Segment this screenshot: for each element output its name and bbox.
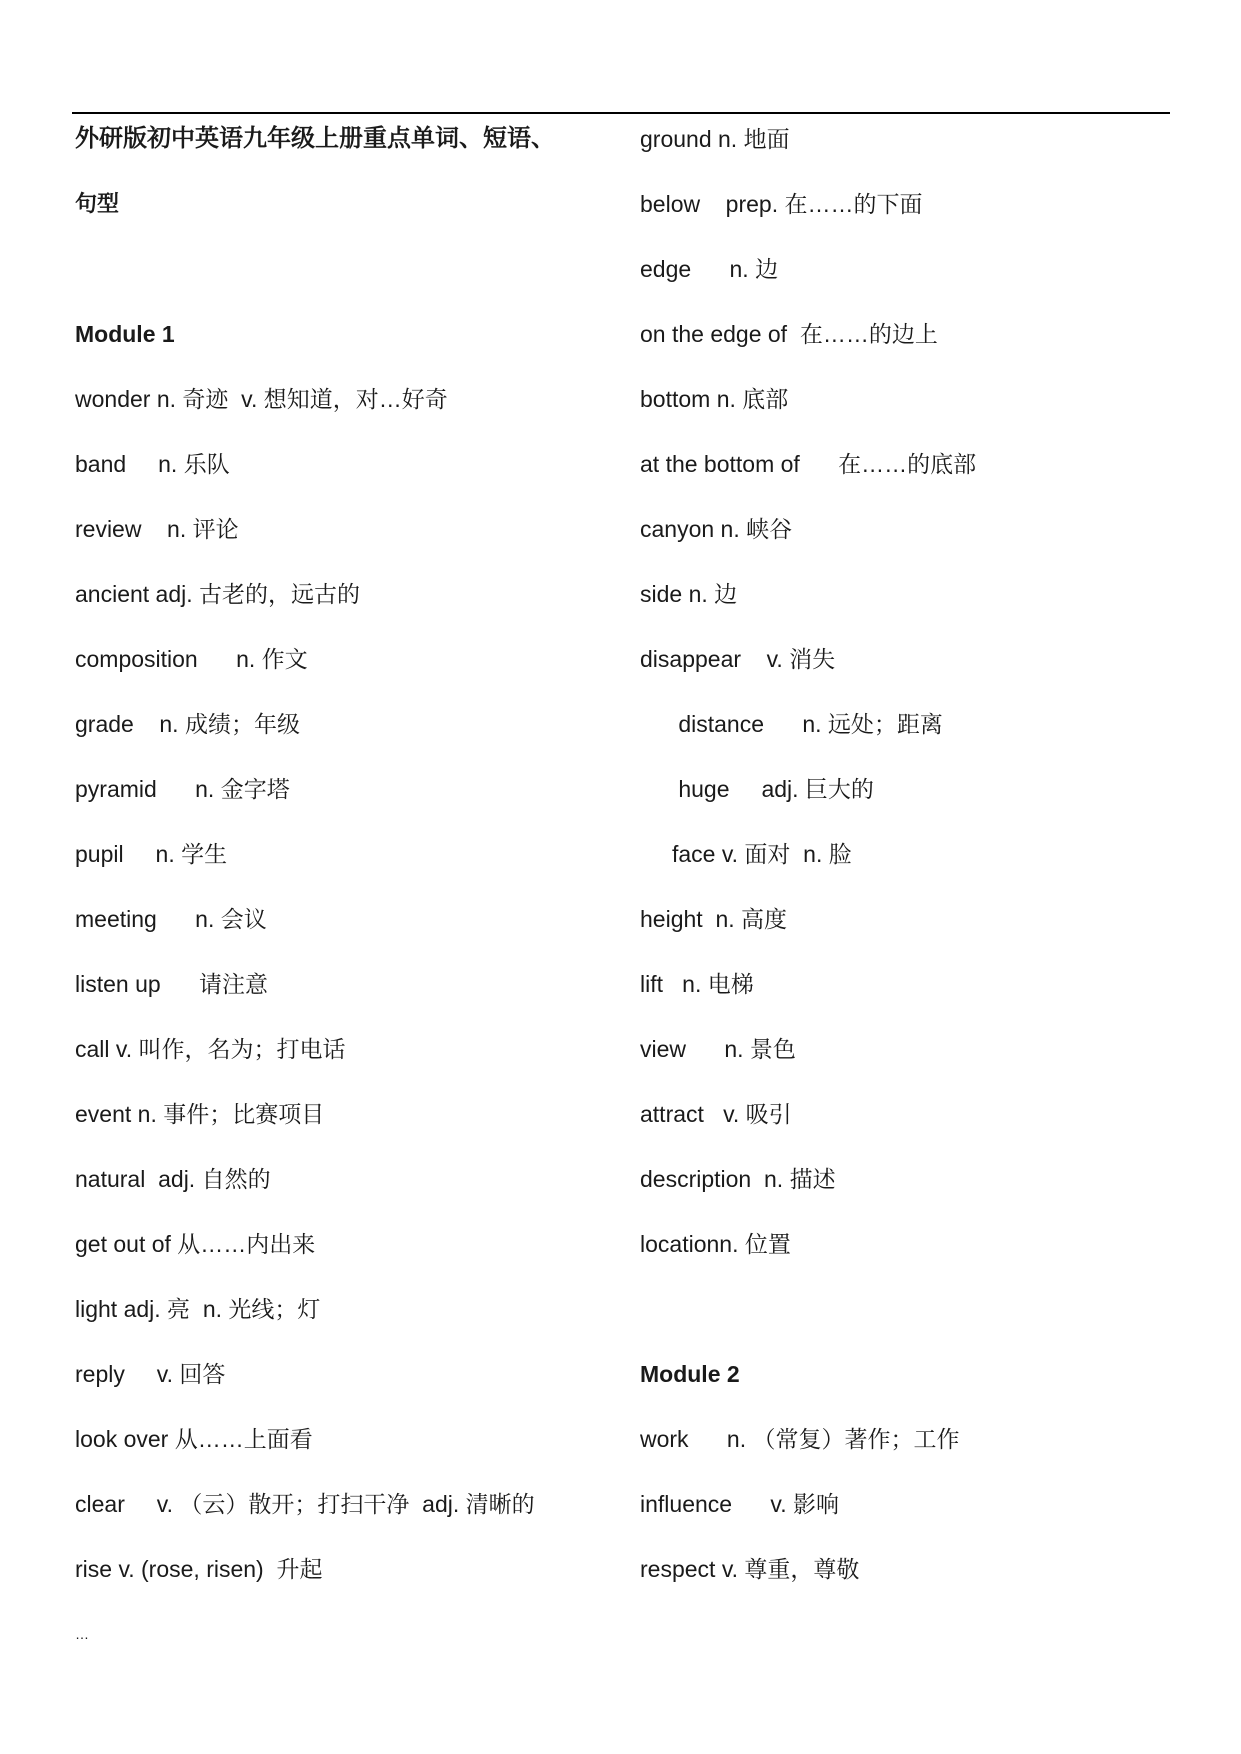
- vocab-entry: pupil n. 学生: [75, 841, 228, 867]
- vocab-entry: at the bottom of 在……的底部: [640, 451, 977, 477]
- vocab-entry: attract v. 吸引: [640, 1101, 792, 1127]
- right-column: [640, 122, 1200, 1617]
- vocab-entry: listen up 请注意: [75, 971, 269, 997]
- spacer: [640, 1292, 1200, 1357]
- vocab-entry: influence v. 影响: [640, 1491, 839, 1517]
- vocab-entry: clear v. （云）散开；打扫干净 adj. 清晰的: [75, 1491, 535, 1517]
- vocab-entry: side n. 边: [640, 581, 738, 607]
- vocab-entry: canyon n. 峡谷: [640, 516, 793, 542]
- vocab-entry: review n. 评论: [75, 516, 239, 542]
- vocab-entry: get out of 从……内出来: [75, 1231, 316, 1257]
- vocab-entry: distance n. 远处；距离: [640, 711, 943, 737]
- vocab-entry: natural adj. 自然的: [75, 1166, 271, 1192]
- vocab-entry: look over 从……上面看: [75, 1426, 313, 1452]
- vocab-entry: edge n. 边: [640, 256, 779, 282]
- document-title-line1: 外研版初中英语九年级上册重点单词、短语、: [75, 125, 555, 152]
- vocab-entry: event n. 事件；比赛项目: [75, 1101, 325, 1127]
- vocab-entry: pyramid n. 金字塔: [75, 776, 290, 802]
- vocab-entry: huge adj. 巨大的: [640, 776, 874, 802]
- vocab-entry: rise v. (rose, risen) 升起: [75, 1556, 323, 1582]
- continuation-ellipsis: …: [75, 1626, 89, 1642]
- vocab-entry: face v. 面对 n. 脸: [640, 841, 852, 867]
- vocab-entry: height n. 高度: [640, 906, 788, 932]
- vocab-entry: view n. 景色: [640, 1036, 796, 1062]
- module-heading: Module 2: [640, 1361, 740, 1387]
- vocab-entry: meeting n. 会议: [75, 906, 267, 932]
- spacer: [75, 252, 595, 317]
- vocab-entry: call v. 叫作，名为；打电话: [75, 1036, 346, 1062]
- vocab-entry: lift n. 电梯: [640, 971, 754, 997]
- vocab-entry: ground n. 地面: [640, 126, 790, 152]
- vocab-entry: composition n. 作文: [75, 646, 308, 672]
- top-rule: [72, 112, 1170, 114]
- vocab-entry: respect v. 尊重，尊敬: [640, 1556, 860, 1582]
- vocab-entry: disappear v. 消失: [640, 646, 836, 672]
- module-heading: Module 1: [75, 321, 175, 347]
- vocab-entry: ancient adj. 古老的，远古的: [75, 581, 361, 607]
- vocab-entry: work n. （常复）著作；工作: [640, 1426, 960, 1452]
- vocab-entry: bottom n. 底部: [640, 386, 789, 412]
- vocab-entry: band n. 乐队: [75, 451, 230, 477]
- vocab-entry: grade n. 成绩；年级: [75, 711, 300, 737]
- vocab-entry: wonder n. 奇迹 v. 想知道，对…好奇: [75, 386, 448, 412]
- vocab-entry: locationn. 位置: [640, 1231, 791, 1257]
- document-title-line2: 句型: [75, 191, 120, 216]
- vocab-entry: light adj. 亮 n. 光线；灯: [75, 1296, 321, 1322]
- vocab-entry: on the edge of 在……的边上: [640, 321, 938, 347]
- vocab-entry: below prep. 在……的下面: [640, 191, 923, 217]
- left-column: [75, 122, 595, 1617]
- vocab-entry: description n. 描述: [640, 1166, 836, 1192]
- vocab-entry: reply v. 回答: [75, 1361, 226, 1387]
